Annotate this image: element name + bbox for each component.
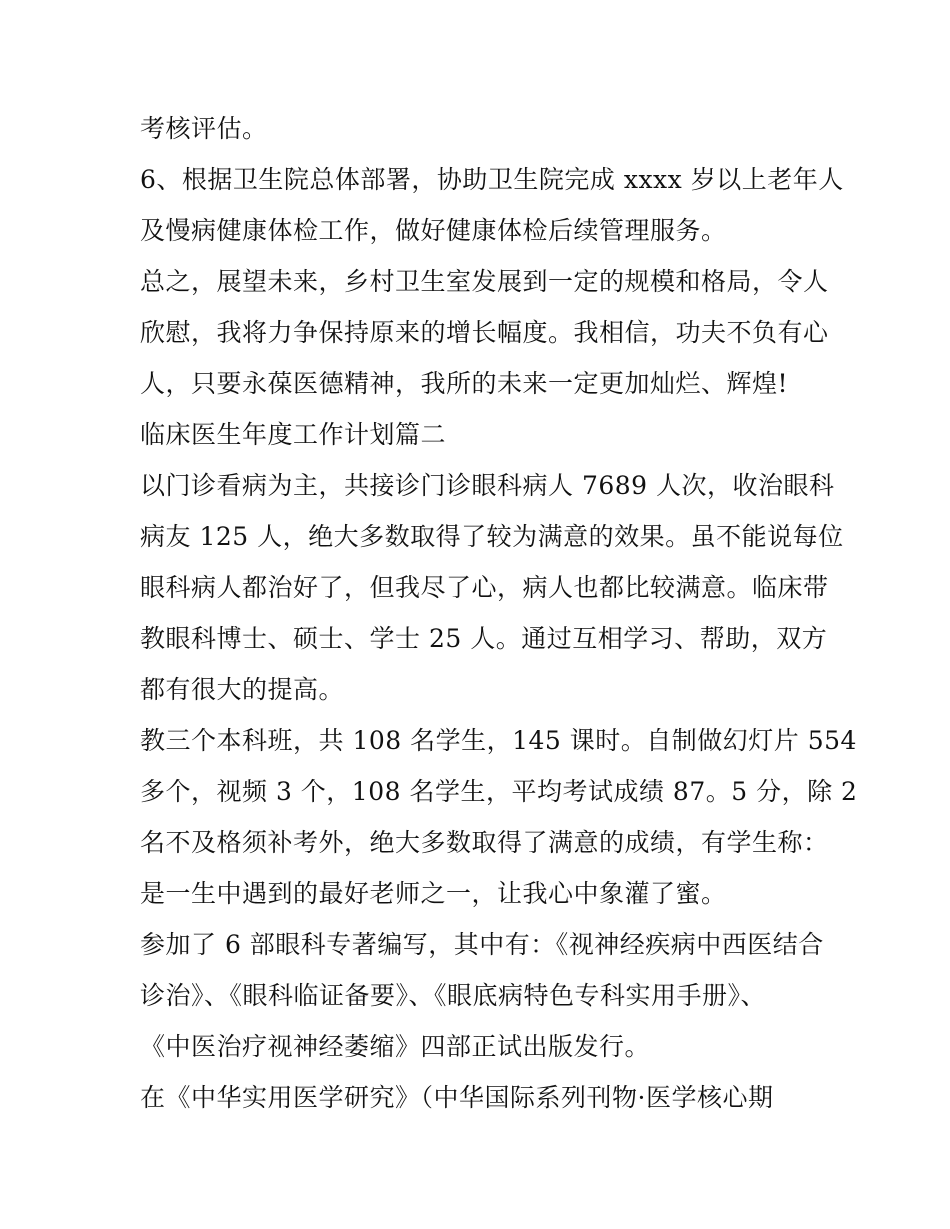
text-line: 6、根据卫生院总体部署，协助卫生院完成 xxxx 岁以上老年人 bbox=[140, 165, 844, 194]
text-line: 总之，展望未来，乡村卫生室发展到一定的规模和格局，令人 bbox=[140, 267, 829, 296]
text-line: 眼科病人都治好了，但我尽了心，病人也都比较满意。临床带 bbox=[140, 573, 829, 602]
text-line: 人，只要永葆医德精神，我所的未来一定更加灿烂、辉煌! bbox=[140, 369, 789, 398]
text-line: 及慢病健康体检工作，做好健康体检后续管理服务。 bbox=[140, 216, 727, 245]
text-line: 诊治》、《眼科临证备要》、《眼底病特色专科实用手册》、 bbox=[140, 981, 767, 1010]
text-line: 考核评估。 bbox=[140, 114, 268, 143]
text-line: 欣慰，我将力争保持原来的增长幅度。我相信，功夫不负有心 bbox=[140, 318, 829, 347]
text-line: 教眼科博士、硕士、学士 25 人。通过互相学习、帮助，双方 bbox=[140, 624, 828, 653]
text-line: 病友 125 人，绝大多数取得了较为满意的效果。虽不能说每位 bbox=[140, 522, 844, 551]
text-line: 都有很大的提高。 bbox=[140, 675, 345, 704]
section-heading: 临床医生年度工作计划篇二 bbox=[140, 420, 447, 449]
text-line: 名不及格须补考外，绝大多数取得了满意的成绩，有学生称： bbox=[140, 828, 829, 857]
text-line: 教三个本科班，共 108 名学生，145 课时。自制做幻灯片 554 bbox=[140, 726, 857, 755]
text-line: 多个，视频 3 个，108 名学生，平均考试成绩 87。5 分，除 2 bbox=[140, 777, 858, 806]
text-line: 参加了 6 部眼科专著编写，其中有：《视神经疾病中西医结合 bbox=[140, 930, 824, 959]
text-line: 在《中华实用医学研究》（中华国际系列刊物·医学核心期 bbox=[140, 1083, 774, 1112]
text-line: 是一生中遇到的最好老师之一，让我心中象灌了蜜。 bbox=[140, 879, 727, 908]
text-line: 以门诊看病为主，共接诊门诊眼科病人 7689 人次，收治眼科 bbox=[140, 471, 835, 500]
text-line: 《中医治疗视神经萎缩》四部正试出版发行。 bbox=[140, 1032, 651, 1061]
